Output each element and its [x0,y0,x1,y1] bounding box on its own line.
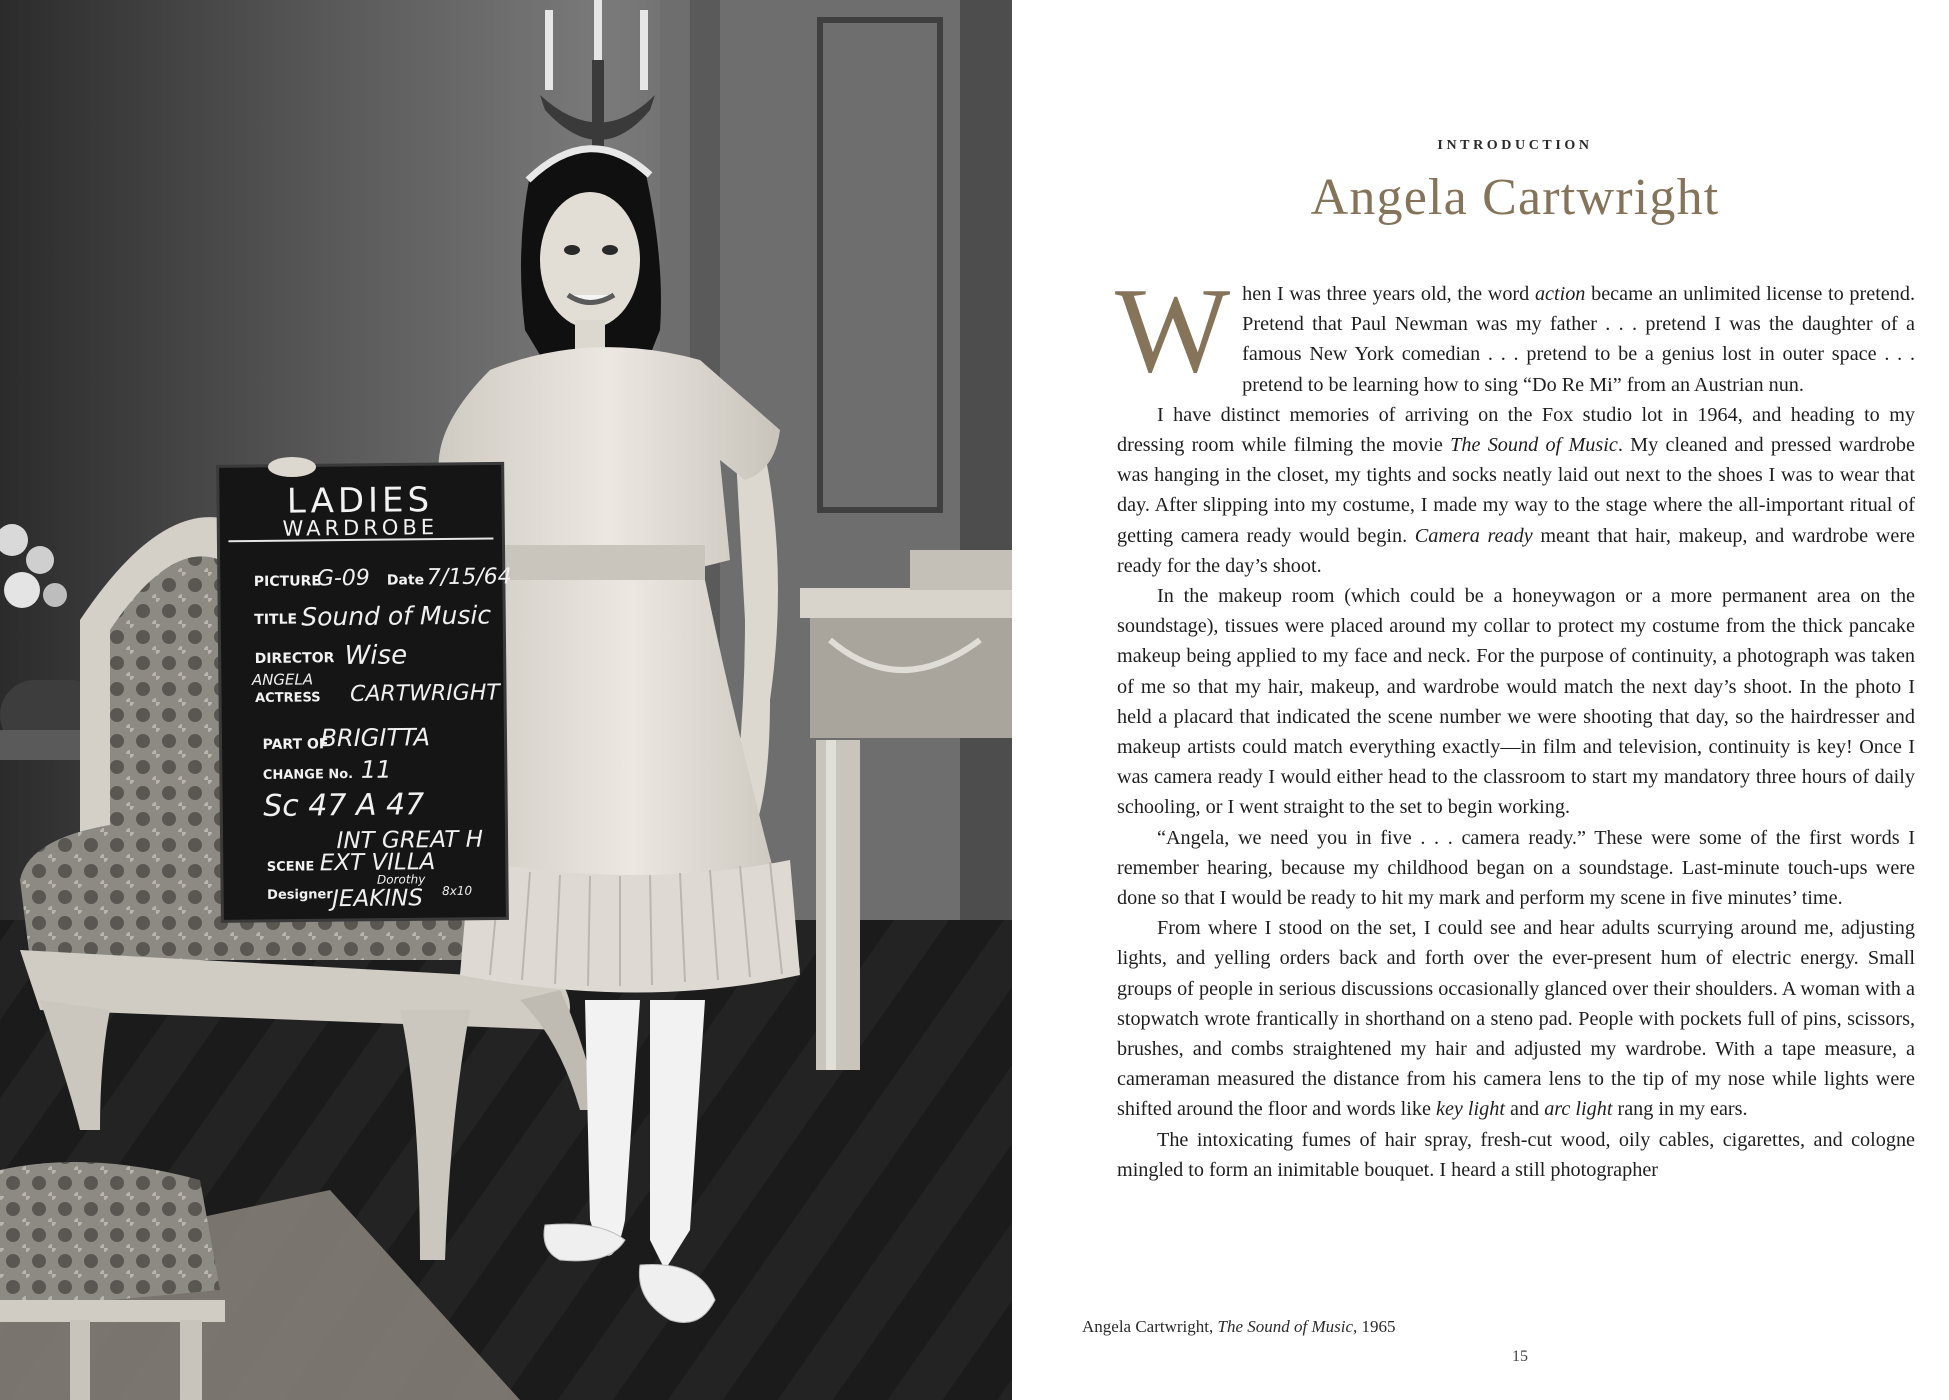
slate-picture-value: G-09 [316,565,370,592]
slate-designer-value-a: Dorothy [376,872,426,887]
slate-sc-value: Sc 47 A 47 [263,787,425,824]
hand [268,457,316,477]
slate-actress-value-a: ANGELA [251,670,314,690]
slate-actress-label: ACTRESS [255,690,321,706]
page-number: 15 [1512,1348,1528,1365]
chapter-title: Angela Cartwright [1310,169,1720,226]
slate-line2: WARDROBE [282,515,439,541]
slate-title-label: TITLE [254,611,298,628]
slate-line1: LADIES [286,480,434,522]
slate-date-label: Date [386,572,425,589]
paragraph-6: The intoxicating fumes of hair spray, fresh-cut wood, oily cables, cigarettes, and cologne mingled to form an inimitable bouquet. I heard a still photographer [1117,1128,1915,1181]
slate-director-value: Wise [344,640,408,672]
slate-designer-value-b: JEAKINS [332,885,424,913]
paragraph-1: When I was three years old, the word action became an unlimited license to pretend. Pretend that Paul Newman was my father . . . pretend I was the daughter of a famous New York comedian . . . pretend to be a genius lost in outer space . . . pretend to be learning how to sing “Do Re Mi” from an Austrian nun. [1115,263,1915,398]
paragraph-2: I have distinct memories of arriving on the Fox studio lot in 1964, and heading to my dressing room while filming the movie The Sound of Music. My cleaned and pressed wardrobe was hanging in the closet, my tights and socks neatly laid out next to the shoes I was to wear that day. After slipping into my costume, I made my way to the stage where the all-important ritual of getting camera ready would begin. Camera ready meant that hair, makeup, and wardrobe were ready for the day’s shoot. [1117,403,1916,577]
paragraph-4: “Angela, we need you in five . . . camera ready.” These were some of the first words I remember hearing, because my childhood began on a soundstage. Last-minute touch-ups were done so that I would be ready to hit my mark and perform my scene in five minutes’ time. [1117,826,1915,910]
photo-caption: Angela Cartwright, The Sound of Music, 1965 [1082,1317,1396,1336]
slate-size: 8x10 [442,883,473,899]
paragraph-5: From where I stood on the set, I could see and hear adults scurrying around me, adjusting lights, and yelling orders back and forth over the ever-present hum of electric energy. Small groups of people in serious discussions occasionally glanced over their shoulders. A woman with a stopwatch wrote frantically in shorthand on a steno pad. People with pockets full of pins, scissors, brushes, and combs straightened my hair and adjusted my wardrobe. With a tape measure, a cameraman measured the distance from his camera lens to the tip of my nose while lights were shifted around the floor and words like key light and arc light rang in my ears. [1117,917,1915,1121]
slate-designer-label: Designer [267,887,333,903]
body-text [1115,263,1916,1185]
slate-part-value: BRIGITTA [320,723,431,753]
slate-scene-value-a: INT GREAT H [336,826,484,855]
paragraph-3: In the makeup room (which could be a honeywagon or a more permanent area on the soundstage), tissues were placed around my collar to protect my costume from the thick pancake makeup being applied to my face and neck. For the purpose of continuity, a photograph was taken of me so that my hair, makeup, and wardrobe would match the next day’s shoot. In the photo I held a placard that indicated the scene number we were shooting that day, so the hairdresser and makeup artists could match everything exactly—in film and television, continuity is key! Once I was camera ready I would either head to the classroom to start my mandatory three hours of daily schooling, or I went straight to the set to begin working. [1117,585,1915,819]
slate-part-label: PART OF [262,736,329,753]
slate-actress-value-b: CARTWRIGHT [349,680,500,707]
drop-cap: W [1115,263,1231,398]
slate-change-label: CHANGE No. [262,766,354,783]
slate-title-value: Sound of Music [301,600,492,632]
chapter-kicker: INTRODUCTION [1437,138,1593,153]
wardrobe-slate [218,463,516,921]
slate-date-value: 7/15/64 [426,564,512,591]
slate-change-value: 11 [360,755,392,784]
slate-picture-label: PICTURE [253,573,321,591]
slate-scene-value-b: EXT VILLA [319,849,436,877]
slate-scene-label: SCENE [266,859,315,875]
slate-director-label: DIRECTOR [254,650,335,667]
